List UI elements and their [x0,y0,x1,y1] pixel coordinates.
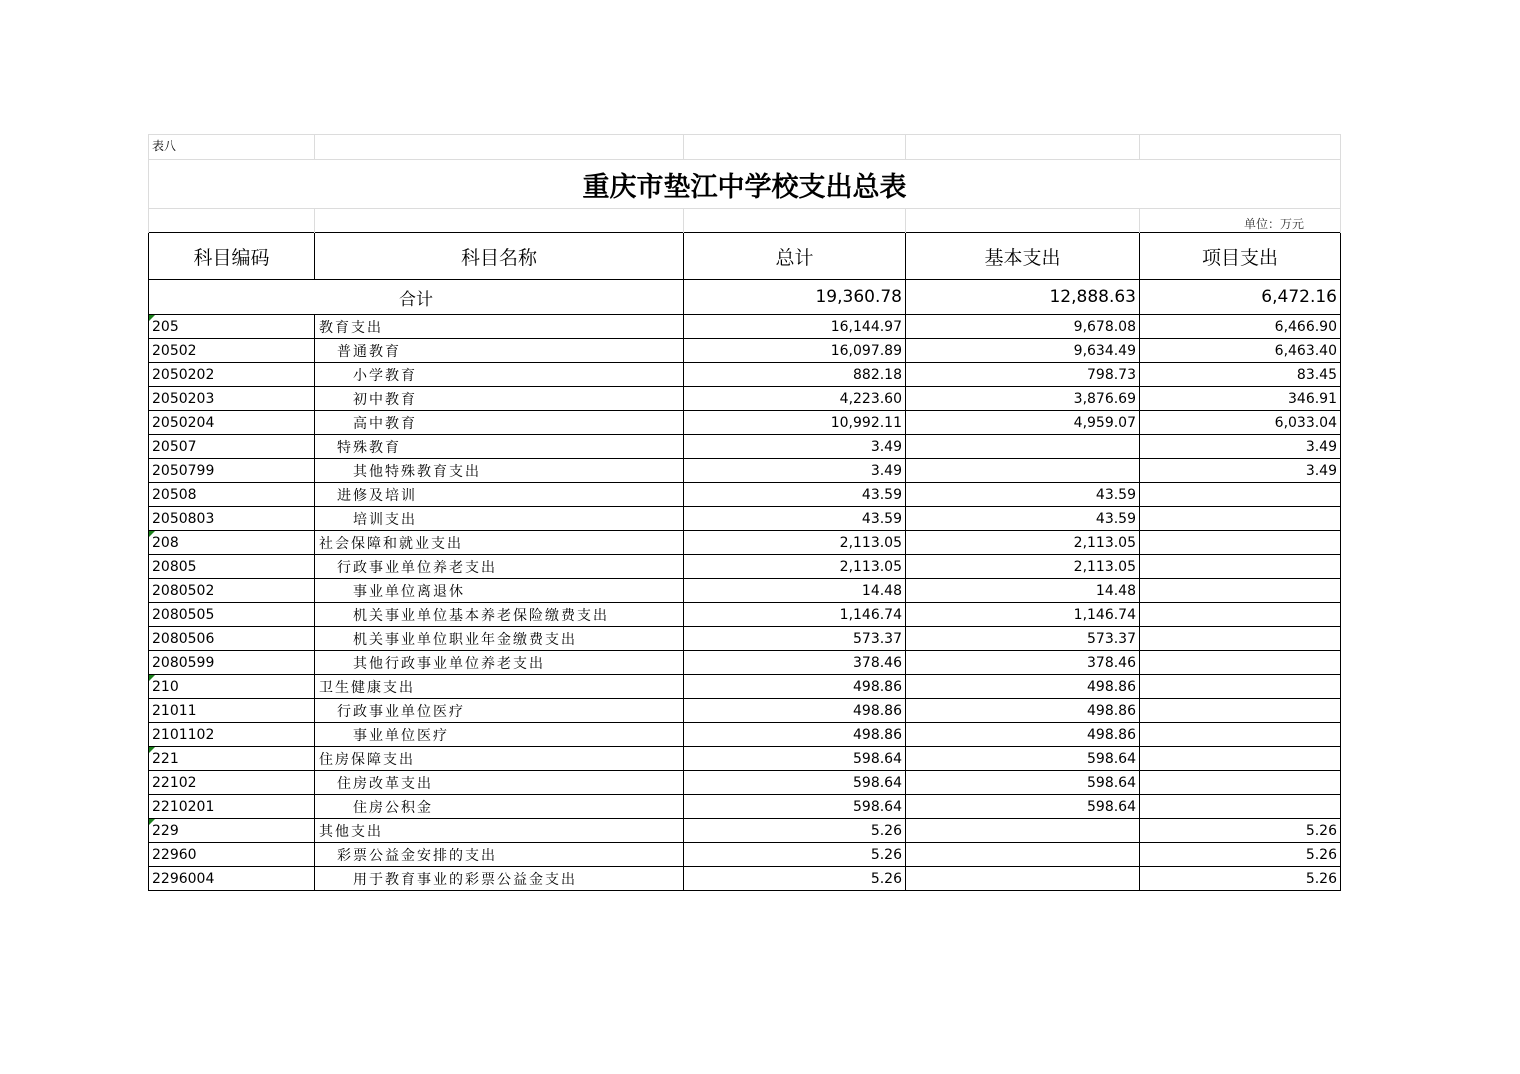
cell-basic[interactable]: 2,113.05 [906,555,1140,579]
table-row [149,411,1341,435]
cell-basic[interactable]: 573.37 [906,627,1140,651]
cell-total[interactable]: 598.64 [684,771,906,795]
table-row [149,771,1341,795]
cell-total[interactable]: 10,992.11 [684,411,906,435]
table-row [149,747,1341,771]
cell-name[interactable]: 其他行政事业单位养老支出 [315,651,684,675]
table-row [149,315,1341,339]
cell-code[interactable]: 210 [149,675,315,699]
cell-basic[interactable] [906,435,1140,459]
table-row [149,459,1341,483]
cell-project[interactable] [1140,795,1341,819]
table-row [149,699,1341,723]
cell-basic[interactable] [906,843,1140,867]
header-code[interactable]: 科目编码 [149,233,315,280]
cell-comment-marker [149,531,155,537]
cell-name[interactable]: 卫生健康支出 [315,675,684,699]
cell-code[interactable]: 2050203 [149,387,315,411]
cell-project[interactable] [1140,699,1341,723]
total-label[interactable]: 合计 [149,280,684,315]
cell-total[interactable]: 14.48 [684,579,906,603]
cell-code[interactable]: 229 [149,819,315,843]
table-label[interactable]: 表八 [149,135,315,160]
cell-project[interactable]: 6,033.04 [1140,411,1341,435]
spreadsheet-sheet [148,134,1340,891]
cell-total[interactable]: 882.18 [684,363,906,387]
cell-name[interactable]: 高中教育 [315,411,684,435]
cell-code[interactable]: 2050204 [149,411,315,435]
cell-total[interactable]: 498.86 [684,699,906,723]
table-row [149,555,1341,579]
cell-code[interactable]: 2210201 [149,795,315,819]
cell-name[interactable]: 事业单位离退休 [315,579,684,603]
cell-project[interactable] [1140,483,1341,507]
expenditure-table [148,134,1341,891]
cell-basic[interactable]: 14.48 [906,579,1140,603]
cell-project[interactable]: 5.26 [1140,819,1341,843]
cell-name[interactable]: 事业单位医疗 [315,723,684,747]
table-row [149,675,1341,699]
cell-basic[interactable]: 798.73 [906,363,1140,387]
cell-basic[interactable]: 3,876.69 [906,387,1140,411]
table-row [149,507,1341,531]
table-row [149,723,1341,747]
table-label-row [149,135,1341,160]
cell-total[interactable]: 573.37 [684,627,906,651]
table-row [149,819,1341,843]
cell-code[interactable]: 20507 [149,435,315,459]
cell-basic[interactable] [906,819,1140,843]
cell-project[interactable] [1140,531,1341,555]
cell-project[interactable] [1140,651,1341,675]
cell-code[interactable]: 2080506 [149,627,315,651]
cell-total[interactable]: 2,113.05 [684,555,906,579]
cell-total[interactable]: 43.59 [684,483,906,507]
cell-total[interactable]: 5.26 [684,867,906,891]
cell-code[interactable]: 2050799 [149,459,315,483]
header-project[interactable]: 项目支出 [1140,233,1341,280]
cell-total[interactable]: 498.86 [684,675,906,699]
total-sum[interactable]: 19,360.78 [684,280,906,315]
cell-project[interactable] [1140,627,1341,651]
table-row [149,843,1341,867]
cell-project[interactable]: 5.26 [1140,867,1341,891]
cell-code[interactable]: 22102 [149,771,315,795]
cell-basic[interactable]: 1,146.74 [906,603,1140,627]
cell-project[interactable] [1140,771,1341,795]
cell-basic[interactable]: 498.86 [906,675,1140,699]
cell-basic[interactable]: 9,678.08 [906,315,1140,339]
cell-name[interactable]: 普通教育 [315,339,684,363]
cell-name[interactable]: 用于教育事业的彩票公益金支出 [315,867,684,891]
cell-code[interactable]: 2101102 [149,723,315,747]
unit-row [149,209,1341,233]
header-basic[interactable]: 基本支出 [906,233,1140,280]
table-row [149,483,1341,507]
cell-code[interactable]: 2080505 [149,603,315,627]
cell-name[interactable]: 机关事业单位职业年金缴费支出 [315,627,684,651]
cell-name[interactable]: 住房保障支出 [315,747,684,771]
cell-basic[interactable]: 9,634.49 [906,339,1140,363]
cell-project[interactable] [1140,723,1341,747]
header-name[interactable]: 科目名称 [315,233,684,280]
cell-project[interactable]: 6,463.40 [1140,339,1341,363]
table-row [149,603,1341,627]
cell-code[interactable]: 2050803 [149,507,315,531]
cell-project[interactable]: 6,466.90 [1140,315,1341,339]
cell-basic[interactable] [906,459,1140,483]
cell-total[interactable]: 5.26 [684,843,906,867]
cell-basic[interactable]: 378.46 [906,651,1140,675]
cell-total[interactable]: 598.64 [684,747,906,771]
cell-name[interactable]: 其他特殊教育支出 [315,459,684,483]
header-total[interactable]: 总计 [684,233,906,280]
table-row [149,435,1341,459]
table-row [149,867,1341,891]
cell-code[interactable]: 2050202 [149,363,315,387]
cell-name[interactable]: 进修及培训 [315,483,684,507]
cell-basic[interactable]: 498.86 [906,723,1140,747]
title-row [149,160,1341,209]
cell-code[interactable]: 221 [149,747,315,771]
cell-total[interactable]: 3.49 [684,459,906,483]
cell-name[interactable]: 培训支出 [315,507,684,531]
cell-name[interactable]: 彩票公益金安排的支出 [315,843,684,867]
cell-code[interactable]: 205 [149,315,315,339]
table-row [149,387,1341,411]
cell-project[interactable] [1140,555,1341,579]
cell-basic[interactable]: 43.59 [906,507,1140,531]
cell-comment-marker [149,819,155,825]
cell-total[interactable]: 378.46 [684,651,906,675]
cell-project[interactable] [1140,579,1341,603]
cell-basic[interactable]: 4,959.07 [906,411,1140,435]
cell-code[interactable]: 208 [149,531,315,555]
cell-project[interactable] [1140,675,1341,699]
cell-basic[interactable]: 498.86 [906,699,1140,723]
cell-total[interactable]: 4,223.60 [684,387,906,411]
table-row [149,531,1341,555]
cell-code[interactable]: 2296004 [149,867,315,891]
cell-project[interactable]: 3.49 [1140,459,1341,483]
cell-basic[interactable]: 598.64 [906,747,1140,771]
cell-code[interactable]: 21011 [149,699,315,723]
cell-name[interactable]: 行政事业单位养老支出 [315,555,684,579]
cell-code[interactable]: 22960 [149,843,315,867]
cell-code[interactable]: 20805 [149,555,315,579]
cell-comment-marker [149,315,155,321]
cell-total[interactable]: 16,097.89 [684,339,906,363]
page-title[interactable]: 重庆市垫江中学校支出总表 [149,160,1341,209]
table-row [149,363,1341,387]
cell-project[interactable]: 346.91 [1140,387,1341,411]
cell-name[interactable]: 特殊教育 [315,435,684,459]
cell-code[interactable]: 2080599 [149,651,315,675]
cell-project[interactable]: 3.49 [1140,435,1341,459]
cell-total[interactable]: 598.64 [684,795,906,819]
table-row [149,651,1341,675]
total-project[interactable]: 6,472.16 [1140,280,1341,315]
cell-total[interactable]: 16,144.97 [684,315,906,339]
cell-total[interactable]: 498.86 [684,723,906,747]
cell-code[interactable]: 20508 [149,483,315,507]
table-row [149,795,1341,819]
cell-project[interactable] [1140,603,1341,627]
cell-name[interactable]: 社会保障和就业支出 [315,531,684,555]
cell-project[interactable] [1140,747,1341,771]
cell-basic[interactable]: 2,113.05 [906,531,1140,555]
cell-basic[interactable]: 598.64 [906,795,1140,819]
table-row [149,579,1341,603]
cell-name[interactable]: 行政事业单位医疗 [315,699,684,723]
cell-comment-marker [149,675,155,681]
cell-total[interactable]: 43.59 [684,507,906,531]
cell-project[interactable]: 83.45 [1140,363,1341,387]
cell-code[interactable]: 2080502 [149,579,315,603]
cell-name[interactable]: 住房公积金 [315,795,684,819]
cell-name[interactable]: 其他支出 [315,819,684,843]
cell-name[interactable]: 初中教育 [315,387,684,411]
cell-total[interactable]: 2,113.05 [684,531,906,555]
table-row [149,627,1341,651]
total-basic[interactable]: 12,888.63 [906,280,1140,315]
cell-basic[interactable]: 43.59 [906,483,1140,507]
cell-code[interactable]: 20502 [149,339,315,363]
total-row [149,280,1341,315]
cell-basic[interactable] [906,867,1140,891]
cell-name[interactable]: 机关事业单位基本养老保险缴费支出 [315,603,684,627]
cell-comment-marker [149,747,155,753]
cell-name[interactable]: 住房改革支出 [315,771,684,795]
cell-project[interactable]: 5.26 [1140,843,1341,867]
table-row [149,339,1341,363]
cell-total[interactable]: 1,146.74 [684,603,906,627]
cell-project[interactable] [1140,507,1341,531]
cell-basic[interactable]: 598.64 [906,771,1140,795]
header-row [149,233,1341,280]
cell-name[interactable]: 教育支出 [315,315,684,339]
cell-name[interactable]: 小学教育 [315,363,684,387]
cell-total[interactable]: 3.49 [684,435,906,459]
cell-total[interactable]: 5.26 [684,819,906,843]
unit-label[interactable]: 单位：万元 [1140,209,1341,233]
